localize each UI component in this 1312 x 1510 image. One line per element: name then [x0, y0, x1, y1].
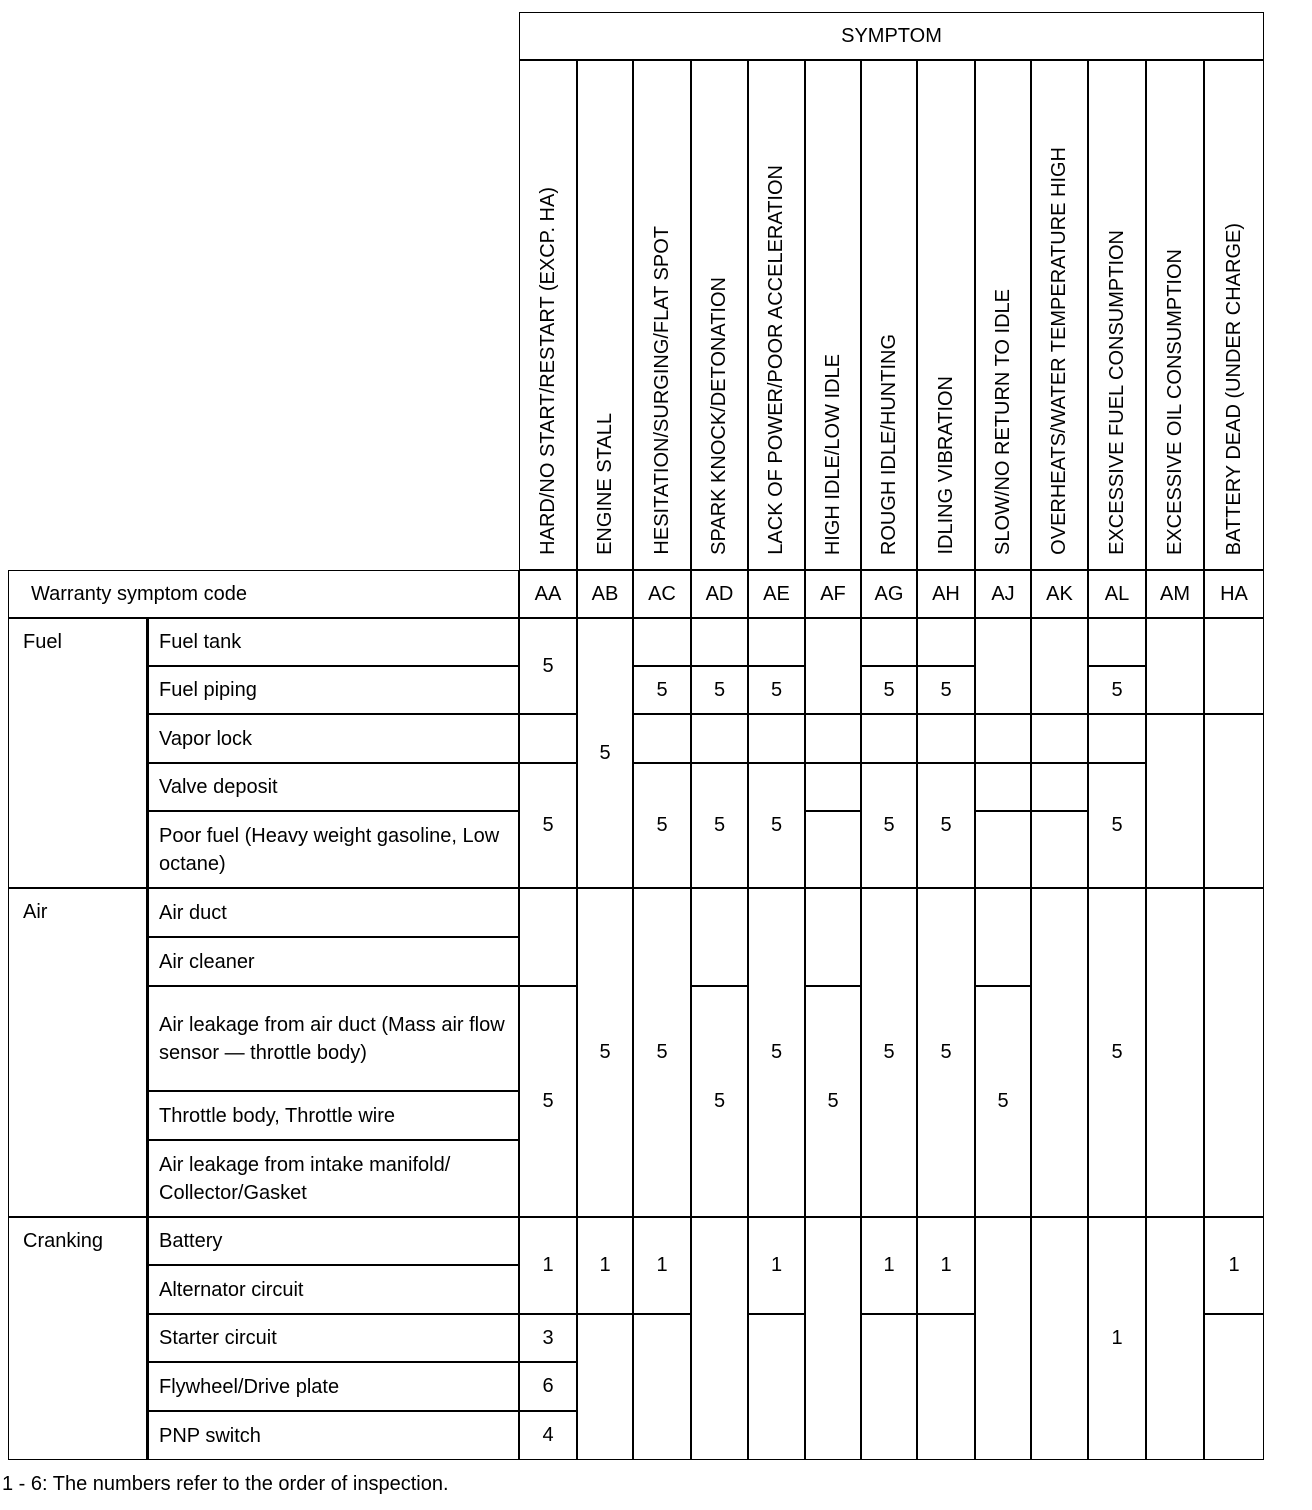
inspection-cell: 5: [861, 763, 917, 888]
item-label: Air cleaner: [148, 937, 519, 986]
symptom-label: HESITATION/SURGING/FLAT SPOT: [650, 226, 673, 555]
inspection-cell: 1: [577, 1217, 633, 1314]
item-label: Alternator circuit: [148, 1265, 519, 1314]
inspection-cell: 5: [691, 986, 748, 1217]
inspection-cell: [917, 1314, 975, 1460]
symptom-header: [519, 60, 577, 570]
symptom-label: HARD/NO START/RESTART (EXCP. HA): [536, 187, 559, 555]
inspection-cell: [691, 1217, 748, 1460]
symptom-code: AL: [1088, 570, 1146, 618]
inspection-cell: [917, 714, 975, 763]
symptom-header: [805, 60, 861, 570]
inspection-cell: [1146, 888, 1204, 1217]
inspection-cell: [633, 714, 691, 763]
symptom-label: IDLING VIBRATION: [934, 376, 957, 555]
inspection-cell: 5: [917, 666, 975, 714]
symptom-label: OVERHEATS/WATER TEMPERATURE HIGH: [1048, 147, 1070, 555]
item-label: Throttle body, Throttle wire: [148, 1091, 519, 1140]
inspection-cell: [975, 811, 1031, 888]
item-label: Battery: [148, 1217, 519, 1265]
inspection-cell: [1031, 763, 1088, 811]
category-label: Air: [8, 888, 148, 1217]
inspection-cell: [861, 618, 917, 666]
inspection-cell: 5: [748, 666, 805, 714]
symptom-header: [633, 60, 691, 570]
inspection-cell: 5: [633, 888, 691, 1217]
inspection-cell: 5: [691, 666, 748, 714]
inspection-cell: [519, 888, 577, 986]
inspection-cell: 5: [519, 618, 577, 714]
inspection-cell: 6: [519, 1362, 577, 1411]
inspection-cell: [691, 618, 748, 666]
inspection-cell: [633, 618, 691, 666]
inspection-cell: 1: [519, 1217, 577, 1314]
inspection-cell: [748, 1314, 805, 1460]
inspection-cell: 5: [633, 763, 691, 888]
inspection-cell: [691, 714, 748, 763]
inspection-cell: [917, 618, 975, 666]
inspection-cell: [1031, 1217, 1088, 1460]
item-label: Air leakage from intake manifold/ Collector/Gasket: [148, 1140, 519, 1217]
corner-blank: [8, 12, 519, 570]
symptom-code: AA: [519, 570, 577, 618]
inspection-cell: [1088, 714, 1146, 763]
symptom-header: [691, 60, 748, 570]
symptom-code: AE: [748, 570, 805, 618]
code-row-label: Warranty symptom code: [8, 570, 519, 618]
item-label: Vapor lock: [148, 714, 519, 763]
symptom-label: LACK OF POWER/POOR ACCELERATION: [765, 165, 787, 555]
inspection-cell: [861, 1314, 917, 1460]
inspection-cell: [1146, 1217, 1204, 1460]
symptom-code: AD: [691, 570, 748, 618]
symptom-code: AC: [633, 570, 691, 618]
inspection-cell: [748, 618, 805, 666]
inspection-cell: 5: [917, 888, 975, 1217]
item-label: Valve deposit: [148, 763, 519, 811]
symptom-code: AH: [917, 570, 975, 618]
inspection-cell: [975, 618, 1031, 714]
symptom-code: AB: [577, 570, 633, 618]
symptom-label: EXCESSIVE FUEL CONSUMPTION: [1105, 230, 1128, 555]
inspection-cell: [1031, 618, 1088, 714]
inspection-cell: [1204, 618, 1264, 714]
inspection-cell: [577, 1314, 633, 1460]
inspection-cell: [691, 888, 748, 986]
inspection-cell: 5: [917, 763, 975, 888]
symptom-label: HIGH IDLE/LOW IDLE: [821, 353, 844, 555]
symptom-header: [1088, 60, 1146, 570]
inspection-cell: [1204, 1314, 1264, 1460]
symptom-header: [577, 60, 633, 570]
inspection-cell: 5: [577, 618, 633, 888]
inspection-cell: 5: [519, 763, 577, 888]
symptom-code: AG: [861, 570, 917, 618]
inspection-cell: 5: [748, 763, 805, 888]
symptom-label: BATTERY DEAD (UNDER CHARGE): [1222, 222, 1245, 555]
category-label: Cranking: [8, 1217, 148, 1460]
inspection-cell: [1204, 888, 1264, 1217]
inspection-cell: 5: [691, 763, 748, 888]
inspection-cell: [1146, 714, 1204, 888]
symptom-code: AJ: [975, 570, 1031, 618]
inspection-cell: [1146, 618, 1204, 714]
item-label: Poor fuel (Heavy weight gasoline, Low octane): [148, 811, 519, 888]
symptom-code: AF: [805, 570, 861, 618]
inspection-cell: [633, 1314, 691, 1460]
inspection-cell: 5: [1088, 763, 1146, 888]
inspection-cell: [805, 714, 861, 763]
symptom-label: SPARK KNOCK/DETONATION: [708, 277, 730, 555]
inspection-cell: [519, 714, 577, 763]
inspection-cell: [975, 714, 1031, 763]
item-label: PNP switch: [148, 1411, 519, 1460]
item-label: Fuel piping: [148, 666, 519, 714]
inspection-cell: [1204, 714, 1264, 888]
inspection-cell: 5: [861, 666, 917, 714]
inspection-cell: [1031, 888, 1088, 1217]
inspection-cell: [748, 714, 805, 763]
symptom-header: [748, 60, 805, 570]
inspection-cell: [1031, 714, 1088, 763]
inspection-cell: [861, 714, 917, 763]
inspection-cell: 5: [1088, 888, 1146, 1217]
symptom-header: [1146, 60, 1204, 570]
symptom-code: AK: [1031, 570, 1088, 618]
inspection-cell: [805, 763, 861, 811]
symptom-code: HA: [1204, 570, 1264, 618]
item-label: Air duct: [148, 888, 519, 937]
inspection-cell: [805, 888, 861, 986]
symptom-table: [8, 12, 1264, 1460]
inspection-cell: [805, 618, 861, 714]
inspection-cell: [1031, 811, 1088, 888]
inspection-cell: 5: [519, 986, 577, 1217]
inspection-cell: 1: [861, 1217, 917, 1314]
inspection-cell: [975, 888, 1031, 986]
inspection-cell: 1: [1088, 1217, 1146, 1460]
inspection-cell: 3: [519, 1314, 577, 1362]
inspection-cell: [805, 1217, 861, 1460]
symptom-header: [917, 60, 975, 570]
category-label: Fuel: [8, 618, 148, 888]
item-label: Flywheel/Drive plate: [148, 1362, 519, 1411]
inspection-cell: 1: [633, 1217, 691, 1314]
inspection-cell: 5: [633, 666, 691, 714]
symptom-label: SLOW/NO RETURN TO IDLE: [991, 289, 1014, 555]
inspection-cell: 1: [917, 1217, 975, 1314]
inspection-cell: [975, 763, 1031, 811]
inspection-cell: [1088, 618, 1146, 666]
inspection-cell: 5: [975, 986, 1031, 1217]
inspection-cell: 4: [519, 1411, 577, 1460]
symptom-label: ENGINE STALL: [593, 413, 616, 555]
footnote: 1 - 6: The numbers refer to the order of inspection.: [2, 1473, 449, 1495]
inspection-cell: [975, 1217, 1031, 1460]
symptom-code: AM: [1146, 570, 1204, 618]
inspection-cell: 1: [748, 1217, 805, 1314]
symptom-label: ROUGH IDLE/HUNTING: [877, 333, 900, 555]
inspection-cell: 5: [805, 986, 861, 1217]
symptom-header: [1204, 60, 1264, 570]
inspection-cell: [805, 811, 861, 888]
symptom-header: [861, 60, 917, 570]
inspection-cell: 5: [1088, 666, 1146, 714]
item-label: Starter circuit: [148, 1314, 519, 1362]
inspection-cell: 5: [577, 888, 633, 1217]
symptom-label: EXCESSIVE OIL CONSUMPTION: [1163, 249, 1186, 555]
inspection-cell: 5: [748, 888, 805, 1217]
symptom-header: [1031, 60, 1088, 570]
symptom-title: SYMPTOM: [519, 12, 1264, 60]
item-label: Fuel tank: [148, 618, 519, 666]
inspection-cell: 5: [861, 888, 917, 1217]
item-label: Air leakage from air duct (Mass air flow sensor — throttle body): [148, 986, 519, 1091]
inspection-cell: 1: [1204, 1217, 1264, 1314]
symptom-header: [975, 60, 1031, 570]
